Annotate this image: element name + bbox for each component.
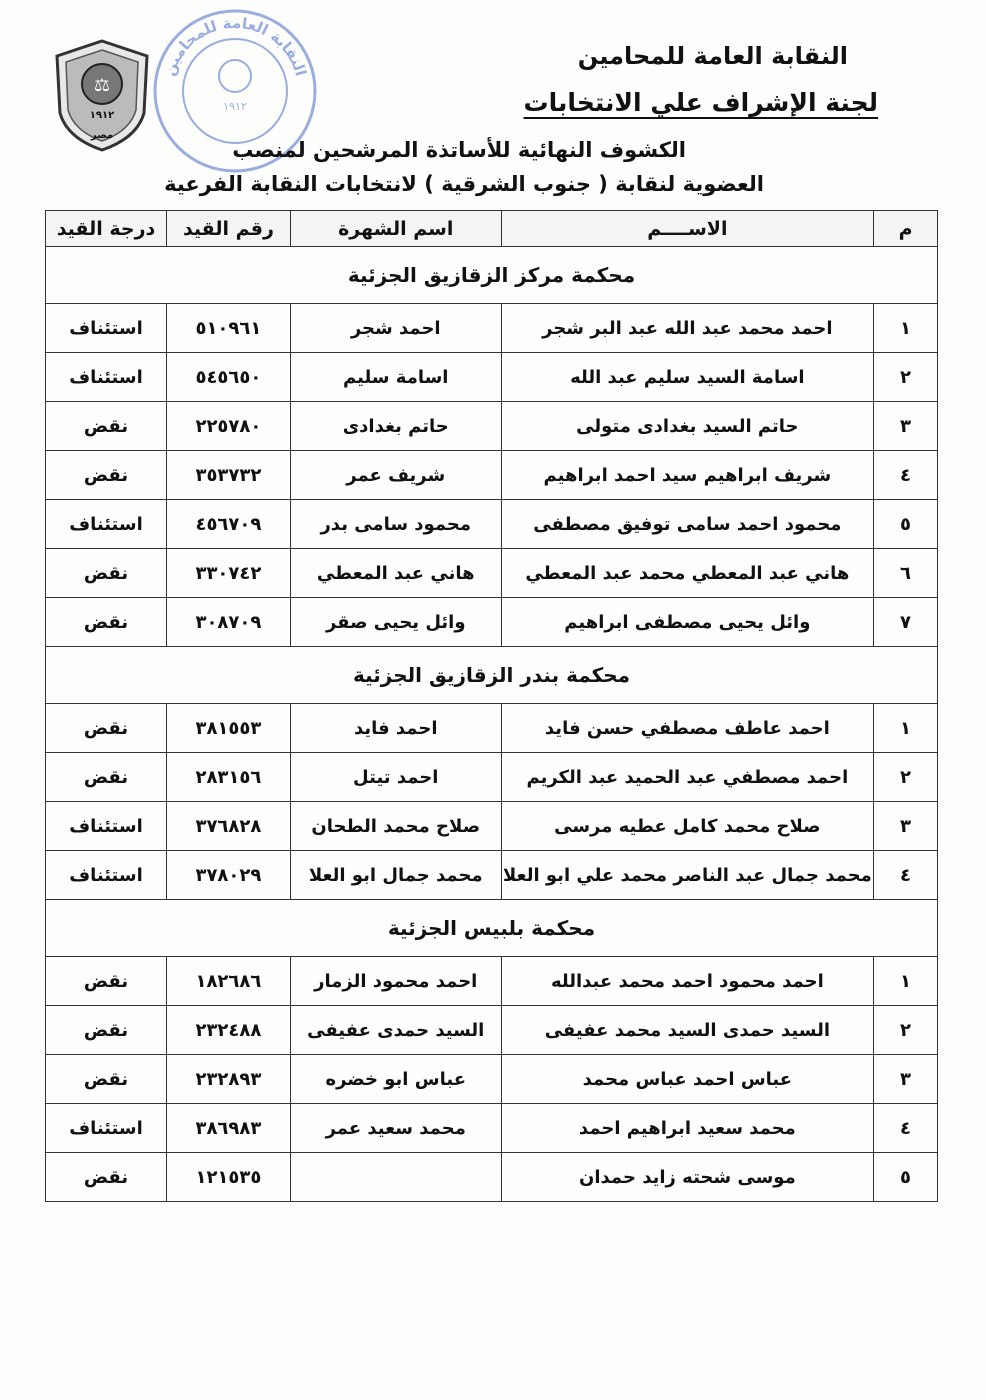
cell-index: ١: [874, 957, 938, 1006]
cell-nickname: حاتم بغدادى: [290, 402, 501, 451]
cell-name: احمد عاطف مصطفي حسن فايد: [501, 704, 873, 753]
table-row: [46, 957, 938, 1006]
logo-year: ١٩١٢: [89, 110, 115, 121]
cell-registration-degree: استئناف: [46, 304, 167, 353]
cell-registration-number: ٥١٠٩٦١: [166, 304, 290, 353]
table-row: [46, 802, 938, 851]
cell-registration-degree: استئناف: [46, 802, 167, 851]
table-row: [46, 1055, 938, 1104]
cell-nickname: احمد شجر: [290, 304, 501, 353]
cell-registration-degree: نقض: [46, 753, 167, 802]
cell-registration-number: ٣٧٦٨٢٨: [166, 802, 290, 851]
table-row: [46, 753, 938, 802]
cell-registration-number: ٣٧٨٠٢٩: [166, 851, 290, 900]
cell-index: ٥: [874, 1153, 938, 1202]
cell-index: ٢: [874, 353, 938, 402]
cell-name: صلاح محمد كامل عطيه مرسى: [501, 802, 873, 851]
cell-nickname: محمد جمال ابو العلا: [290, 851, 501, 900]
cell-registration-degree: استئناف: [46, 353, 167, 402]
cell-registration-degree: نقض: [46, 1006, 167, 1055]
table-row: [46, 304, 938, 353]
cell-name: موسى شحته زايد حمدان: [501, 1153, 873, 1202]
cell-registration-number: ٥٤٥٦٥٠: [166, 353, 290, 402]
committee-title: لجنة الإشراف علي الانتخابات: [523, 88, 878, 117]
cell-registration-number: ٣٨٦٩٨٣: [166, 1104, 290, 1153]
document-title-line2: العضوية لنقابة ( جنوب الشرقية ) لانتخابات النقابة الفرعية: [164, 172, 764, 196]
stamp-text: النقابة العامة للمحامين: [160, 13, 310, 79]
cell-registration-degree: استئناف: [46, 851, 167, 900]
cell-nickname: [290, 1153, 501, 1202]
cell-nickname: صلاح محمد الطحان: [290, 802, 501, 851]
cell-index: ٤: [874, 1104, 938, 1153]
svg-text:⚖: ⚖: [93, 75, 111, 96]
col-registration-number: رقم القيد: [166, 211, 290, 247]
cell-name: احمد مصطفي عبد الحميد عبد الكريم: [501, 753, 873, 802]
cell-registration-degree: نقض: [46, 402, 167, 451]
cell-index: ٤: [874, 851, 938, 900]
court-section-title: محكمة بلبيس الجزئية: [46, 900, 938, 957]
cell-registration-degree: استئناف: [46, 500, 167, 549]
cell-nickname: محمد سعيد عمر: [290, 1104, 501, 1153]
cell-name: محمود احمد سامى توفيق مصطفى: [501, 500, 873, 549]
cell-nickname: هاني عبد المعطي: [290, 549, 501, 598]
cell-index: ٣: [874, 1055, 938, 1104]
section-row: [46, 647, 938, 704]
table-header-row: [46, 211, 938, 247]
cell-registration-number: ٣٨١٥٥٣: [166, 704, 290, 753]
cell-name: حاتم السيد بغدادى متولى: [501, 402, 873, 451]
document-title-line1: الكشوف النهائية للأساتذة المرشحين لمنصب: [232, 138, 686, 162]
stamp-year: ١٩١٢: [223, 100, 247, 113]
table-row: [46, 704, 938, 753]
cell-nickname: شريف عمر: [290, 451, 501, 500]
table-row: [46, 549, 938, 598]
cell-name: السيد حمدى السيد محمد عفيفى: [501, 1006, 873, 1055]
cell-registration-degree: نقض: [46, 1055, 167, 1104]
table-row: [46, 451, 938, 500]
org-title: النقابة العامة للمحامين: [577, 42, 848, 70]
cell-nickname: محمود سامى بدر: [290, 500, 501, 549]
section-row: [46, 247, 938, 304]
cell-index: ٣: [874, 802, 938, 851]
cell-registration-number: ١٢١٥٣٥: [166, 1153, 290, 1202]
cell-index: ٦: [874, 549, 938, 598]
cell-index: ١: [874, 304, 938, 353]
cell-index: ١: [874, 704, 938, 753]
cell-index: ٧: [874, 598, 938, 647]
table-row: [46, 1104, 938, 1153]
cell-nickname: وائل يحيى صقر: [290, 598, 501, 647]
cell-name: هاني عبد المعطي محمد عبد المعطي: [501, 549, 873, 598]
cell-registration-number: ٤٥٦٧٠٩: [166, 500, 290, 549]
table-row: [46, 1006, 938, 1055]
cell-registration-degree: نقض: [46, 1153, 167, 1202]
cell-index: ٢: [874, 1006, 938, 1055]
table-row: [46, 500, 938, 549]
table-row: [46, 851, 938, 900]
cell-nickname: اسامة سليم: [290, 353, 501, 402]
table-row: [46, 1153, 938, 1202]
cell-index: ٣: [874, 402, 938, 451]
syndicate-logo: [52, 38, 152, 157]
cell-nickname: السيد حمدى عفيفى: [290, 1006, 501, 1055]
cell-name: وائل يحيى مصطفى ابراهيم: [501, 598, 873, 647]
cell-registration-degree: نقض: [46, 598, 167, 647]
cell-registration-number: ٣٥٣٧٣٢: [166, 451, 290, 500]
cell-name: عباس احمد عباس محمد: [501, 1055, 873, 1104]
cell-nickname: عباس ابو خضره: [290, 1055, 501, 1104]
cell-name: محمد جمال عبد الناصر محمد علي ابو العلا: [501, 851, 873, 900]
cell-registration-degree: نقض: [46, 704, 167, 753]
cell-registration-number: ٢٣٢٨٩٣: [166, 1055, 290, 1104]
table-row: [46, 353, 938, 402]
section-row: [46, 900, 938, 957]
cell-name: احمد محمود احمد محمد عبدالله: [501, 957, 873, 1006]
cell-registration-degree: نقض: [46, 549, 167, 598]
cell-nickname: احمد محمود الزمار: [290, 957, 501, 1006]
court-section-title: محكمة مركز الزقازيق الجزئية: [46, 247, 938, 304]
table-row: [46, 598, 938, 647]
cell-nickname: احمد فايد: [290, 704, 501, 753]
cell-name: اسامة السيد سليم عبد الله: [501, 353, 873, 402]
cell-registration-degree: نقض: [46, 957, 167, 1006]
cell-index: ٤: [874, 451, 938, 500]
cell-registration-number: ٣٣٠٧٤٢: [166, 549, 290, 598]
cell-index: ٥: [874, 500, 938, 549]
cell-name: محمد سعيد ابراهيم احمد: [501, 1104, 873, 1153]
cell-registration-number: ١٨٢٦٨٦: [166, 957, 290, 1006]
col-index: م: [874, 211, 938, 247]
cell-registration-degree: استئناف: [46, 1104, 167, 1153]
cell-registration-degree: نقض: [46, 451, 167, 500]
cell-registration-number: ٢٣٢٤٨٨: [166, 1006, 290, 1055]
col-registration-degree: درجة القيد: [46, 211, 167, 247]
candidates-table: [45, 210, 938, 1202]
cell-nickname: احمد تيتل: [290, 753, 501, 802]
cell-name: احمد محمد عبد الله عبد البر شجر: [501, 304, 873, 353]
col-name: الاســــم: [501, 211, 873, 247]
svg-text:النقابة العامة للمحامين: [160, 14, 310, 78]
cell-registration-number: ٢٨٣١٥٦: [166, 753, 290, 802]
cell-registration-number: ٢٢٥٧٨٠: [166, 402, 290, 451]
logo-country: مصر: [90, 130, 114, 141]
cell-name: شريف ابراهيم سيد احمد ابراهيم: [501, 451, 873, 500]
court-section-title: محكمة بندر الزقازيق الجزئية: [46, 647, 938, 704]
table-row: [46, 402, 938, 451]
cell-index: ٢: [874, 753, 938, 802]
cell-registration-number: ٣٠٨٧٠٩: [166, 598, 290, 647]
col-nickname: اسم الشهرة: [290, 211, 501, 247]
